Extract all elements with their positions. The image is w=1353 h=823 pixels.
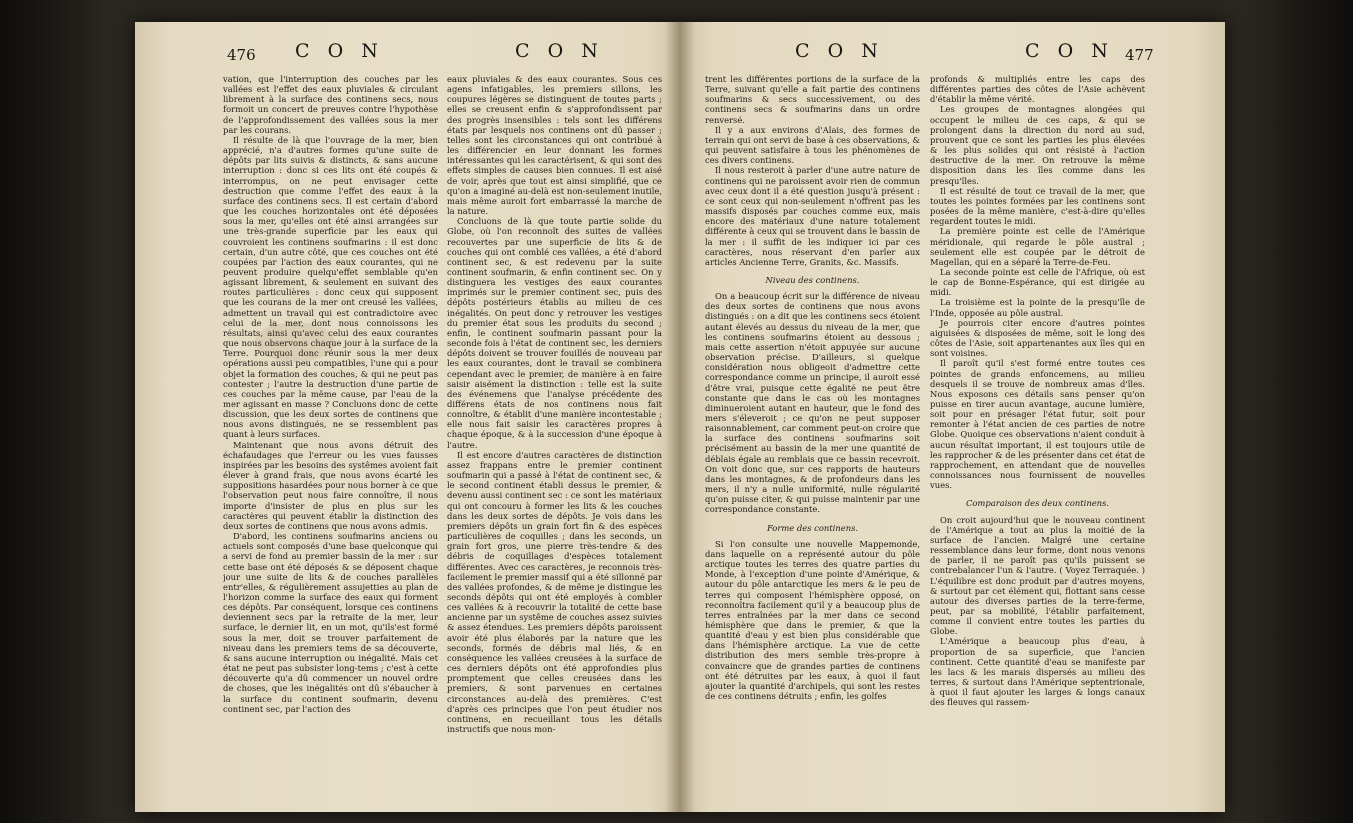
paragraph: La première pointe est celle de l'Amérique méridionale, qui regarde le pôle austral ; seulement elle est coupée par le détroit de Magellan, qui en a séparé la Terre-de-Feu. — [930, 226, 1145, 267]
paragraph: profonds & multipliés entre les caps des différentes parties des côtes de l'Asie achèvent d'établir la même vérité. — [930, 74, 1145, 105]
paragraph: Si l'on consulte une nouvelle Mappemonde, dans laquelle on a représenté autour du pôle arctique toutes les terres des quatre parties du Monde, à l'exception d'une pointe d'Amérique, & autour du pôle antarctique les mers & le peu de terres qui composent l'hémisphère opposé, on reconnoîtra facilement qu'il y a beaucoup plus de terres entraînées par la mer dans ce second hémisphère que dans le premier, & que la quantité d'eau y est bien plus considérable que dans l'hémisphère arctique. La vue de cette distribution des mers semble très-propre à convaincre que de grandes parties de continens ont été détruites par les eaux, à quoi il faut ajouter la quantité d'archipels, qui sont les restes de ces continens détruits ; enfin, les golfes — [705, 538, 920, 702]
paragraph: D'abord, les continens soufmarins anciens ou actuels sont composés d'une base quelconque qui a servi de fond au premier bassin de la mer : sur cette base ont été déposés & se déposent chaque jour une suite de lits & de couches parallèles entr'elles, & régulièrement assujetties au plan de l'horizon comme la surface des eaux qui forment ces dépôts. Par conséquent, lorsque ces continens deviennent secs par la retraite de la mer, leur surface, le dernier lit, en un mot, qu'ils'est formé sous la mer, doit se trouver parfaitement de niveau dans les premiers tems de sa découverte, & sans aucune interruption ou inégalité. Mais cet état ne peut pas subsister long-tems ; c'est à cette découverte qu'a dû commencer un nouvel ordre de choses, que les inégalités ont dû s'ébaucher à la surface du continent soufmarin, devenu continent sec, par l'action des — [223, 531, 438, 714]
left-running-head-2: C O N — [515, 40, 604, 62]
left-running-head-1: C O N — [295, 40, 384, 62]
paragraph: Il est encore d'autres caractères de distinction assez frappans entre le premier continent soufmarin qui a passé à l'état de continent sec, & le second continent établi dessus le premier, & devenu aussi continent sec : ce sont les matériaux qui ont concouru à former les lits & les couches dans les deux sortes de dépôts. Je vois dans les premiers dépôts un grain fort fin & des espèces particulières de coquilles ; dans les seconds, un grain fort gros, une pierre très-tendre & des débris de coquillages d'espèces totalement différentes. Avec ces caractères, je reconnois très-facilement le premier massif qui a été sillonné par des vallées profondes, & de même je distingue les seconds dépôts qui ont été employés à combler ces vallées & à recouvrir la totalité de cette base ancienne par un systême de couches assez suivies & assez étendues. Les premiers dépôts paroissent avoir été plus élaborés par la nature que les seconds, formés de débris mal liés, & en conséquence les vallées creusées à la surface de ces derniers dépôts ont été approfondies plus promptement que celles creusées dans les premiers, & sont parvenues en certaines circonstances au-delà des premières. C'est d'après ces principes que l'on peut étudier nos continens, en recueillant tous les détails instructifs que nous mon- — [447, 449, 662, 734]
paragraph: Je pourrois citer encore d'autres pointes aiguisées & disposées de même, soit le long des côtes de l'Asie, soit appartenantes aux îles qui en sont voisines. — [930, 317, 1145, 359]
section-heading: Niveau des continens. — [765, 274, 860, 285]
paragraph: On a beaucoup écrit sur la différence de niveau des deux sortes de continens que nous avons distingués : on a dit que les continens secs étoient autant élevés au dessus du niveau de la mer, que les continens soufmarins étoient au dessous ; mais cette assertion n'étoit appuyée sur aucune observation précise. D'ailleurs, si quelque considération nous obligeoit d'admettre cette correspondance comme un principe, il auroit essé d'être vrai, puisque cette égalité ne peut être constante que dans le cas où les montagnes diminueroient autant en hauteur, que le fond des mers s'éleveroit ; ce qu'on ne peut supposer raisonnablement, car comment peut-on croire que la surface des continens soufmarins soit précisément au bassin de la mer une quantité de déblais égale au remblais que ce bassin recevroit. On voit donc que, sur ces rapports de hauteurs dans les montagnes, & de profondeurs dans les mers, il n'y a nulle uniformité, nulle régularité qu'on puisse citer, & qui puisse maintenir par une correspondance constante. — [705, 291, 920, 515]
paragraph: L'Amérique a beaucoup plus d'eau, à proportion de sa superficie, que l'ancien continent. Cette quantité d'eau se manifeste par les lacs & les marais dispersés au milieu des terres, & surtout dans l'Amérique septentrionale, à quoi il faut ajouter les larges & longs canaux des fleuves qui rassem- — [930, 636, 1145, 708]
paragraph: trent les différentes portions de la surface de la Terre, suivant qu'elle a fait partie des continens soufmarins & secs successivement, ou des continens secs & soufmarins dans un ordre renversé. — [705, 74, 920, 125]
right-page-number: 477 — [1125, 46, 1154, 64]
right-column-2 — [930, 74, 1145, 796]
paragraph: La seconde pointe est celle de l'Afrique, où est le cap de Bonne-Espérance, qui est dirigée au midi. — [930, 266, 1145, 298]
paragraph: La troisième est la pointe de la presqu'île de l'Inde, opposée au pôle austral. — [930, 297, 1145, 318]
paragraph: Il est résulté de tout ce travail de la mer, que toutes les pointes formées par les continens sont posées de la même manière, c'est-à-dire qu'elles regardent toutes le midi. — [930, 185, 1145, 227]
paragraph: Il résulte de là que l'ouvrage de la mer, bien apprécié, n'a d'autres formes qu'une suite de dépôts par lits suivis & distincts, & sans aucune interruption : donc si ces lits ont été coupés & interrompus, on ne peut envisager cette destruction que comme l'effet des eaux à la surface des continens secs. Il est certain d'abord que les couches horizontales ont été déposées sous la mer, qu'elles ont été ainsi arrangées sur une très-grande superficie par les eaux qui couvroient les continens soufmarins : il est donc certain, d'un autre côté, que ces couches ont été coupées par l'action des eaux courantes, qui ne peuvent produire quelqu'effet semblable qu'en agissant librement, & seulement en suivant des routes particulières : donc ceux qui supposent que les courans de la mer ont creusé les vallées, admettent un travail qui est contradictoire avec celui de la mer, dont nous connoissons les résultats, ainsi qu'avec celui des eaux courantes que nous observons chaque jour à la surface de la Terre. Pourquoi donc réunir sous la mer deux opérations aussi peu compatibles, l'une qui a pour objet la formation des couches, & qui ne peut pas contester ; l'autre la destruction d'une partie de ces couches par la même cause, par l'eau de la mer agissant en masse ? Concluons donc de cette discussion, que les deux sortes de continens que nous avons distingués, ne se ressemblent pas quant à leurs surfaces. — [223, 134, 438, 440]
left-column-2 — [447, 74, 662, 796]
right-column-1 — [705, 74, 920, 796]
left-page-number: 476 — [227, 46, 256, 64]
paragraph: Maintenant que nous avons détruit des échafaudages que l'erreur ou les vues fausses inspirées par les besoins des systêmes avoient fait élever à grand frais, que nous avons écarté les suppositions hasardées pour nous borner à ce que l'observation peut nous faire connoître, il nous importe d'insister de plus en plus sur les caractères qui peuvent établir la distinction des deux sortes de continens que nous avons admis. — [223, 439, 438, 531]
paragraph: On croit aujourd'hui que le nouveau continent de l'Amérique a tout au plus la moitié de la surface de l'ancien. Malgré une certaine ressemblance dans leur forme, dont nous venons de parler, il ne paroît pas qu'ils puissent se contrebalancer l'un & l'autre. ( Voyez Terraquée. ) L'équilibre est donc produit par d'autres moyens, & surtout par cet élément qui, flottant sans cesse autour des diverses parties de la terre-ferme, peut, par sa mobilité, l'établir parfaitement, comme il convient entre toutes les parties du Globe. — [930, 514, 1145, 637]
paragraph: Il y a aux environs d'Alais, des formes de terrain qui ont servi de base à ces observations, & qui peuvent satisfaire à tous les phénomènes de ces divers continens. — [705, 124, 920, 166]
paragraph: Il nous resteroit à parler d'une autre nature de continens qui ne paroissent avoir rien de commun avec ceux dont il a été question jusqu'à présent : ce sont ceux qui non-seulement n'offrent pas les massifs disposés par couches comme eux, mais encore des matériaux d'une nature totalement différente à ceux qui se trouvent dans le bassin de la mer : il suffit de les indiquer ici par ces caractères, nous réservant d'en parler aux articles Ancienne Terre, Granits, &c. Massifs. — [705, 165, 920, 267]
right-page — [680, 22, 1225, 812]
left-column-1 — [223, 74, 438, 796]
paragraph: eaux pluviales & des eaux courantes. Sous ces agens infatigables, les premiers sillons, les coupures légères se distinguent de toutes parts ; elles se creusent enfin & s'approfondissent par des progrès insensibles : tels sont les différens états par lesquels nos continens ont dû passer ; telles sont les circonstances qui ont contribué à les différencier en leur donnant les formes intéressantes qui les caractérisent, & qui sont des effets simples de causes bien connues. Il est aisé de voir, après que tout est ainsi simplifié, que ce qu'on a imaginé au-delà est non-seulement inutile, mais même auroit fort embarrassé la marche de la nature. — [447, 74, 662, 217]
book-spread — [135, 22, 1225, 812]
paragraph: Les groupes de montagnes alongées qui occupent le milieu de ces caps, & qui se prolongent dans la direction du nord au sud, prouvent que ce sont les parties les plus élevées & les plus solides qui ont résisté à l'action destructive de la mer. On retrouve la même disposition dans les îles comme dans les presqu'îles. — [930, 104, 1145, 186]
right-running-head-2: C O N — [1025, 40, 1114, 62]
paragraph: Concluons de là que toute partie solide du Globe, où l'on reconnoît des suites de vallées recouvertes par une superficie de lits & de couches qui ont comblé ces vallées, a été d'abord continent sec, & est redevenu par la suite continent soufmarin, & enfin continent sec. On y distinguera les vestiges des eaux courantes imprimés sur le premier continent sec, puis des dépôts postérieurs établis au milieu de ces inégalités. On peut donc y retrouver les vestiges du premier état sous les produits du second ; enfin, le continent soufmarin passant pour la seconde fois à l'état de continent sec, les derniers dépôts doivent se trouver fouillés de nouveau par les eaux courantes, dont le travail se combinera cependant avec le premier, de manière à en faire saisir aisément la distinction : telle est la suite des événemens que l'analyse précédente des différens états de nos continens nous fait connoître, & établit d'une manière incontestable ; elle nous fait saisir les caractères propres à chaque époque, & à la succession d'une époque à l'autre. — [447, 216, 662, 450]
paragraph: Il paroît qu'il s'est formé entre toutes ces pointes de grands enfoncemens, au milieu desquels il se trouve de nombreux amas d'îles. Nous exposons ces détails sans penser qu'on puisse en tirer aucun avantage, aucune lumière, soit pour en présager l'état futur, soit pour remonter à l'état ancien de ces parties de notre Globe. Quoique ces observations n'aient conduit à aucun résultat important, il est toujours utile de les rapprocher & de les présenter dans cet état de rapprochement, en attendant que de nouvelles connoissances nous fournissent de nouvelles vues. — [930, 358, 1145, 491]
right-running-head-1: C O N — [795, 40, 884, 62]
section-heading: Comparaison des deux continens. — [965, 498, 1110, 509]
paragraph: vation, que l'interruption des couches par les vallées est l'effet des eaux pluviales & circulant librement à la surface des continens secs, nous formoit un concert de preuves contre l'hypothèse de l'approfondissement des vallées sous la mer par les courans. — [223, 74, 438, 135]
left-page — [135, 22, 680, 812]
section-heading: Forme des continens. — [766, 522, 859, 533]
